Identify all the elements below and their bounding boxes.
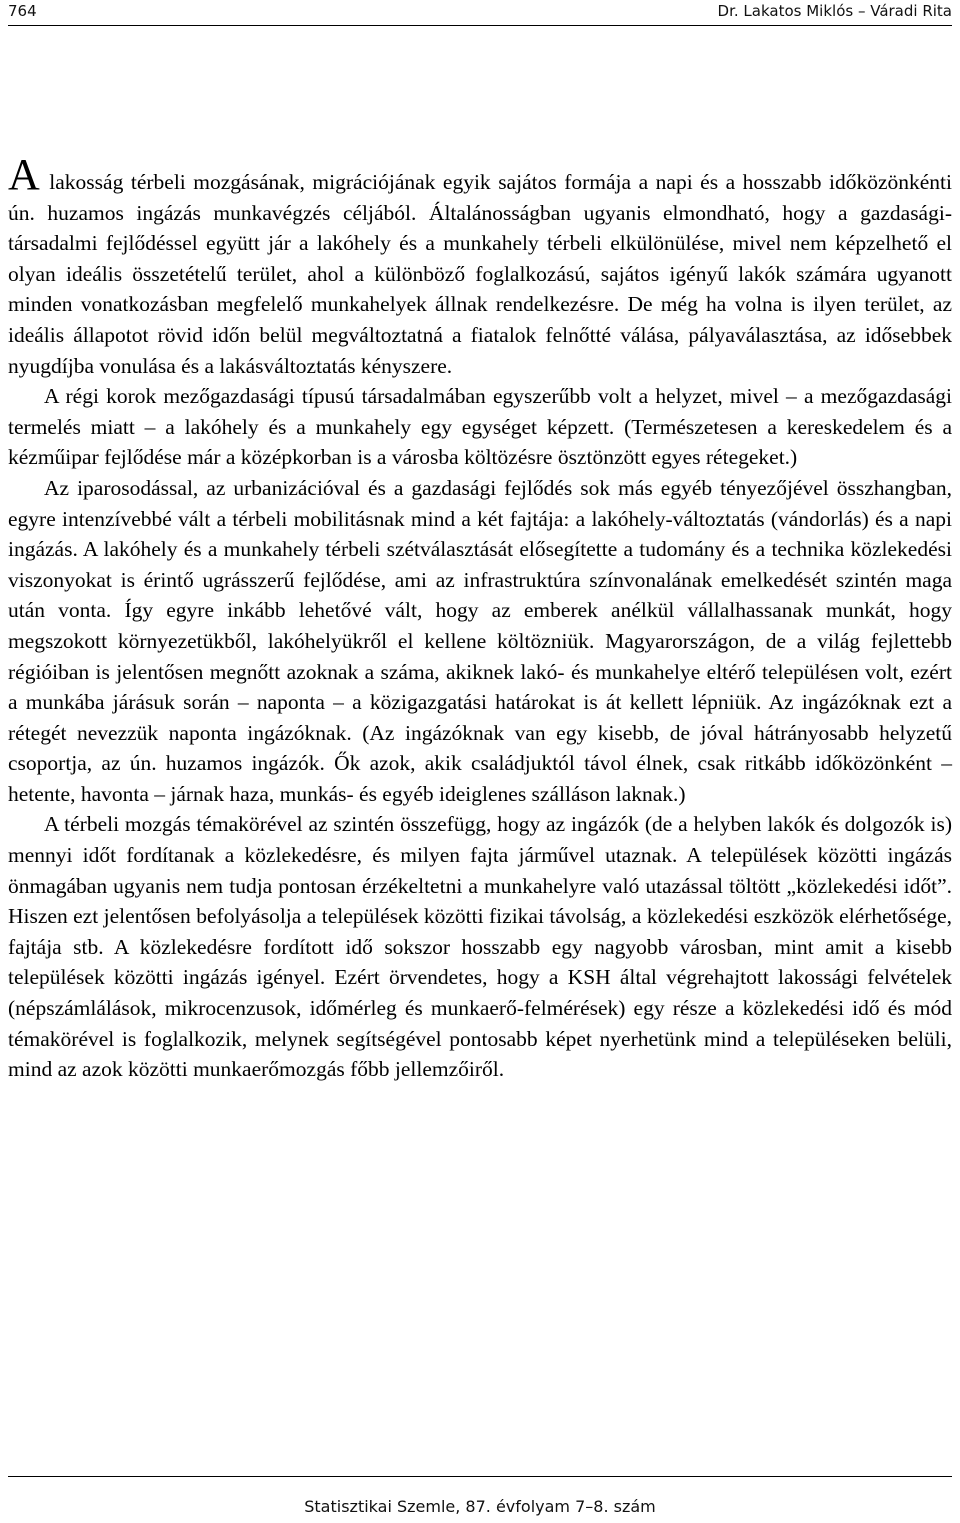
paragraph-3: Az iparosodással, az urbanizációval és a gazdasági fejlődés sok más egyéb tényezőjével összhangban, egyre intenzívebbé vált a térbeli mobilitásnak mind a két fajtája: a lakóhely-változtatás (vándorlás) és a napi ingázás. A lakóhely és a munkahely térbeli szétválasztását elősegítette a tudomány és a technika közlekedési viszonyokat is érintő ugrásszerű fejlődése, ami az infrastruktúra színvonalának emelkedését szintén maga után vonta. Így egyre inkább lehetővé vált, hogy az emberek anélkül vállalhassanak munkát, hogy megszokott környezetükből, lakóhelyükről el kellene költözniük. Magyarországon, de a világ fejlettebb régióiban is jelentősen megnőtt azoknak a száma, akiknek lakó- és munkahelye eltérő településen volt, ezért a munkába járásuk során – naponta – a közigazgatási határokat is át kellett lépniük. Az ingázóknak ezt a rétegét nevezzük naponta ingázóknak. (Az ingázóknak van egy kisebb, de jóval hátrányosabb helyzetű csoportja, az ún. huzamos ingázók. Ők azok, akik családjuktól távol élnek, csak ritkább időközönként – hetente, havonta – járnak haza, munkás- és egyéb ideiglenes szálláson laknak.) [8, 475, 952, 806]
drop-cap: A [8, 150, 40, 199]
journal-citation: Statisztikai Szemle, 87. évfolyam 7–8. szám [304, 1497, 656, 1516]
footer-rule [8, 1476, 952, 1477]
paragraph-1-text: lakosság térbeli mozgásának, migrációjának egyik sajátos formája a napi és a hosszabb időközönkénti ún. huzamos ingázás munkavégzés céljából. Általánosságban ugyanis elmondható, hogy a gazdasági-társadalmi fejlődéssel együtt jár a lakóhely és a munkahely térbeli elkülönülése, mivel nem képzelhető el olyan ideális összetételű terület, ahol a különböző foglalkozású, sajátos igényű lakók számára ugyanott minden vonatkozásban megfelelő munkahelyek állnak rendelkezésre. De még ha volna is ilyen terület, az ideális állapotot rövid időn belül megváltoztatná a fiatalok felnőtté válása, pályaválasztása, az idősebbek nyugdíjba vonulása és a lakásváltoztatás kényszere. [8, 170, 952, 378]
page-number: 764 [8, 2, 37, 20]
paragraph-1 [8, 150, 952, 381]
paragraph-4: A térbeli mozgás témakörével az szintén összefügg, hogy az ingázók (de a helyben lakók és dolgozók is) mennyi időt fordítanak a közlekedésre, és milyen fajta járművel utaznak. A települések közötti ingázás önmagában ugyanis nem tudja pontosan érzékeltetni a munkahelyre való utazással töltött „közlekedési időt”. Hiszen ezt jelentősen befolyásolja a települések közötti fizikai távolság, a közlekedési eszközök elérhetősége, fajtája stb. A közlekedésre fordított idő sokszor hosszabb egy nagyobb városban, mint amit a kisebb települések közötti ingázás igényel. Ezért örvendetes, hogy a KSH által végrehajtott lakossági felvételek (népszámlálások, mikrocenzusok, időmérleg és munkaerő-felmérések) egy része a közlekedési idő és mód témakörével is foglalkozik, melynek segítségével pontosabb képet nyerhetünk mind a településeken belüli, mind az azok közötti munkaerőmozgás főbb jellemzőiről. [8, 812, 952, 1082]
running-footer [8, 1476, 952, 1516]
running-header [8, 0, 952, 26]
article-body [8, 150, 952, 1085]
header-rule [8, 25, 952, 26]
header-authors: Dr. Lakatos Miklós – Váradi Rita [717, 2, 952, 20]
paragraph-2: A régi korok mezőgazdasági típusú társadalmában egyszerűbb volt a helyzet, mivel – a mezőgazdasági termelés miatt – a lakóhely és a munkahely egy egységet képzett. (Természetesen a kereskedelem és a kézműipar fejlődése már a középkorban is a városba költözésre ösztönzött egyes rétegeket.) [8, 384, 952, 470]
